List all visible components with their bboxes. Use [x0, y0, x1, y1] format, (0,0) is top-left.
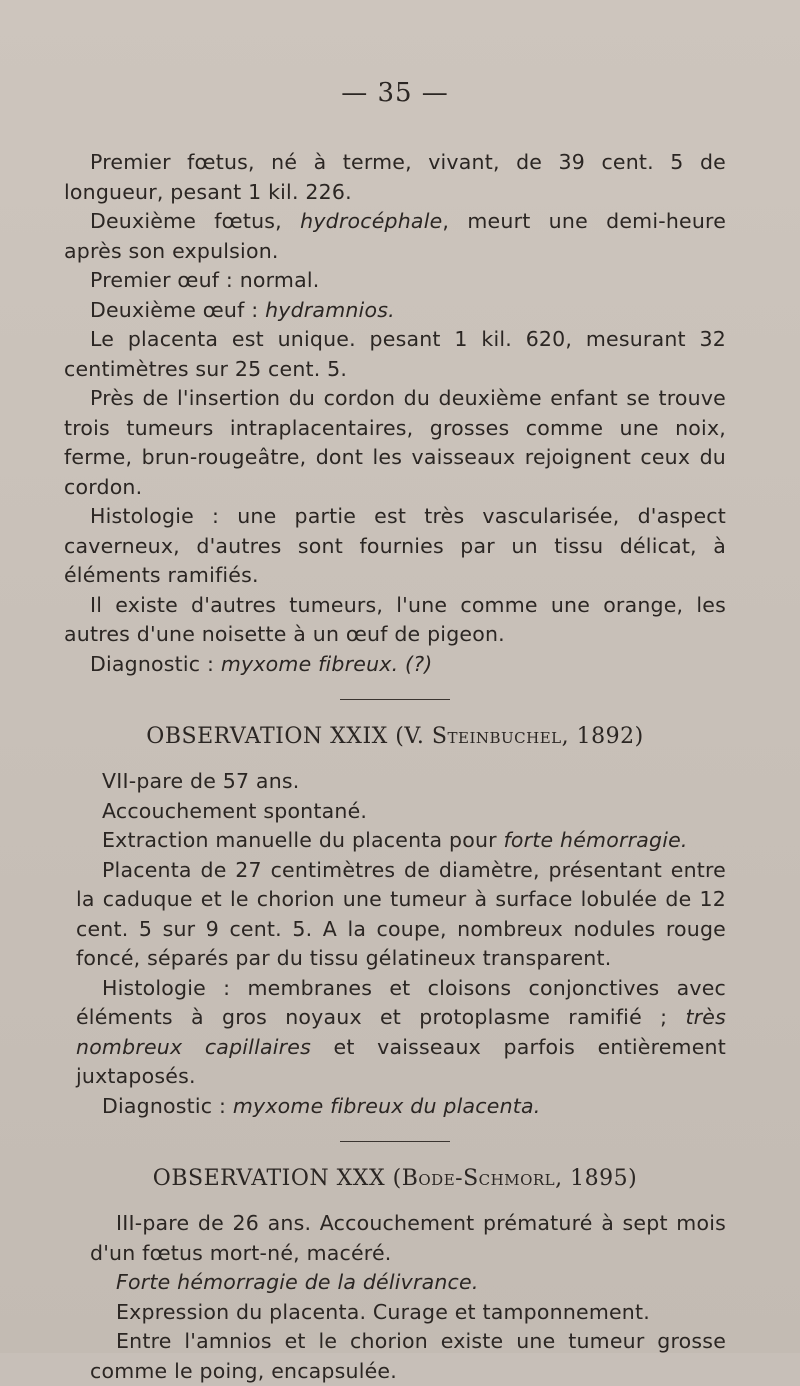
paragraph: Extraction manuelle du placenta pour forte hémorragie.	[102, 828, 688, 852]
paragraph: VII-pare de 57 ans.	[102, 769, 300, 793]
page-number: — 35 —	[341, 78, 449, 108]
section-title: OBSERVATION XXIX (V. Steinbuchel, 1892)	[146, 724, 644, 749]
section-title: OBSERVATION XXX (Bode-Schmorl, 1895)	[152, 1166, 638, 1191]
paragraph: Placenta de 27 centimètres de diamètre, présentant entre la caduque et le chorion une tumeur à surface lobulée de 12 cent. 5 sur 9 cent. 5. A la coupe, nombreux nodules rouge foncé, séparés par du tissu gélatineux transparent.	[76, 857, 726, 970]
observation-29	[64, 724, 726, 1121]
paragraph: Le placenta est unique. pesant 1 kil. 620, mesurant 32 centimètres sur 25 cent. 5.	[64, 327, 726, 381]
paragraph: Accouchement spontané.	[102, 798, 368, 823]
paragraph: Premier fœtus, né à terme, vivant, de 39 cent. 5 de longueur, pesant 1 kil. 226.	[64, 150, 726, 204]
paragraph: Entre l'amnios et le chorion existe une tumeur grosse comme le poing, encapsulée.	[90, 1329, 726, 1383]
observation-continued	[64, 148, 726, 679]
section-divider	[340, 1141, 450, 1142]
section-divider	[340, 699, 450, 700]
paragraph: Deuxième œuf : hydramnios.	[90, 297, 395, 322]
paragraph: III-pare de 26 ans. Accouchement prématuré à sept mois d'un fœtus mort-né, macéré.	[90, 1211, 726, 1265]
paragraph: Forte hémorragie de la délivrance.	[116, 1270, 479, 1294]
paragraph: Près de l'insertion du cordon du deuxième enfant se trouve trois tumeurs intraplacentaires, grosses comme une noix, ferme, brun-rougeâtre, dont les vaisseaux rejoignent ceux du cordon.	[64, 386, 726, 499]
paragraph: Expression du placenta. Curage et tamponnement.	[116, 1299, 650, 1324]
observation-30	[64, 1166, 726, 1386]
paragraph: Premier œuf : normal.	[90, 268, 320, 292]
paragraph: Histologie : une partie est très vascularisée, d'aspect caverneux, d'autres sont fournies par un tissu délicat, à éléments ramifiés.	[64, 504, 726, 587]
paragraph: Histologie : membranes et cloisons conjonctives avec éléments à gros noyaux et protoplasme ramifié ; très nombreux capillaires et vaisseaux parfois entièrement juxtaposés.	[76, 975, 726, 1088]
paragraph: Deuxième fœtus, hydrocéphale, meurt une demi-heure après son expulsion.	[64, 209, 727, 263]
paragraph: Il existe d'autres tumeurs, l'une comme une orange, les autres d'une noisette à un œuf de pigeon.	[64, 592, 726, 646]
diagnostic-line: Diagnostic : myxome fibreux. (?)	[90, 651, 433, 676]
diagnostic-line: Diagnostic : myxome fibreux du placenta.	[102, 1093, 541, 1118]
